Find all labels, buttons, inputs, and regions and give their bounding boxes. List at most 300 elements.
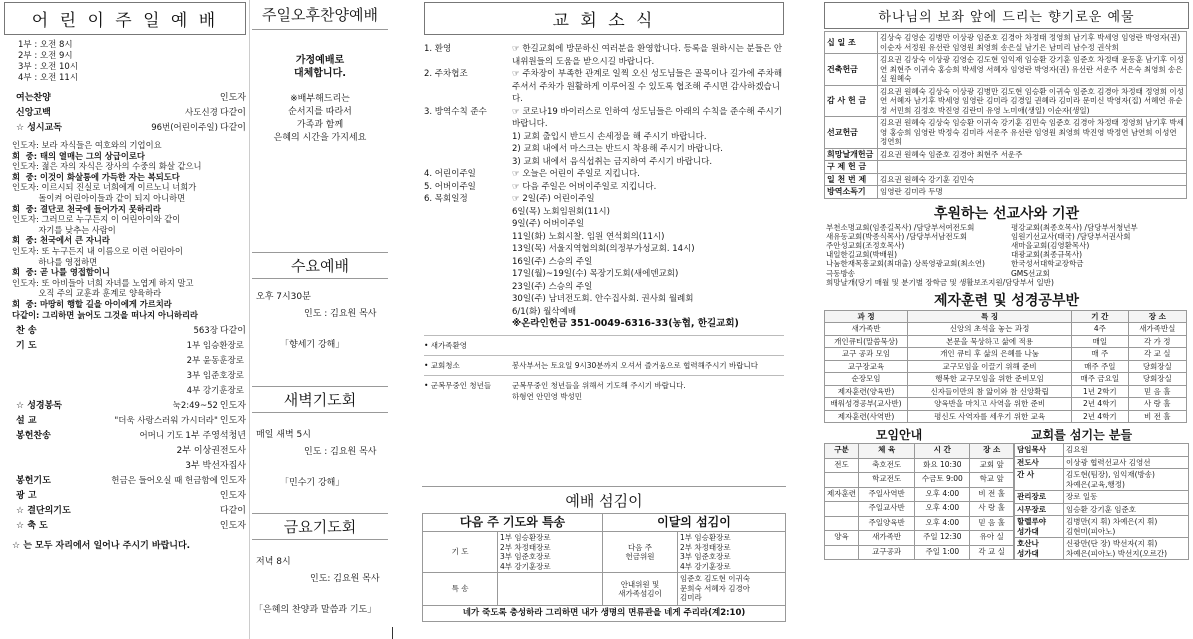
table-cell: 주일양육반 <box>858 516 914 531</box>
table-cell: 사 랑 홀 <box>1128 398 1186 411</box>
order-detail: 96번(어린이주일) <box>151 123 218 133</box>
order-detail: 3부 임준호장로 <box>186 371 244 382</box>
training-table <box>824 310 1187 424</box>
table-cell: 오후 4:00 <box>915 502 970 517</box>
mission-row <box>826 241 1187 250</box>
offering-row <box>825 85 1187 117</box>
news-text: 6일(목) 노회임원회(11시) <box>512 206 610 217</box>
staff-row <box>1015 469 1189 491</box>
order-detail: 눅2:49~52 <box>172 401 218 412</box>
memory-verse: 네가 죽도록 충성하라 그리하면 내가 생명의 면류관을 네게 주리라(계2:10) <box>423 606 786 622</box>
news-key <box>424 268 512 281</box>
table-header-row <box>825 310 1187 323</box>
order-row <box>12 489 250 504</box>
table-cell: 새가족반 <box>858 531 914 546</box>
table-cell: 축호전도 <box>858 458 914 473</box>
note-key: • 군복무중인 청년들 <box>424 380 492 390</box>
table-row <box>825 398 1187 411</box>
order-row <box>12 414 250 429</box>
table-row <box>825 410 1187 423</box>
table-cell: 각 교 실 <box>1128 348 1186 361</box>
table-cell: 신앙의 초석을 놓는 과정 <box>908 323 1072 336</box>
order-leader: 2부 이상권전도사 <box>176 446 246 457</box>
order-row <box>12 369 250 384</box>
responsive-line: 회 중: 천국에서 큰 자니라 <box>12 235 110 246</box>
news-item <box>424 231 784 244</box>
order-label: 기 도 <box>16 341 37 352</box>
order-row <box>12 354 250 369</box>
news-key: 6. 목회일정 <box>424 194 468 204</box>
mission-list <box>820 223 1193 287</box>
offering-type: 구 제 헌 금 <box>825 161 878 174</box>
order-row <box>12 474 250 489</box>
offering-type: 선교헌금 <box>825 117 878 149</box>
staff-title: 교회를 섬기는 분들 <box>1030 428 1133 443</box>
news-text: 11일(화) 노회시찰. 임원 연석회의(11시) <box>512 231 665 242</box>
table-cell: 제자훈련(사역반) <box>825 410 908 423</box>
offering-names: 김요권 원혜숙 김상숙 임승환 이귀숙 강기훈 김민숙 임준호 김경아 차정태 정영희 남기후 박세영 홍승희 임영란 박정숙 김미라 서운주 유선란 임영원 최영희 박진영 박정연 남연희 이성연 정연희 <box>878 117 1187 149</box>
order-label: 신앙고백 <box>16 108 51 118</box>
news-text: 3) 교회 내에서 음식섭취는 금지하여 주시기 바랍니다. <box>512 156 713 167</box>
list-entry: 2부 차정태장로 <box>680 542 731 552</box>
friday-time: 저녁 8시 <box>256 557 291 567</box>
order-label: 찬 송 <box>16 326 37 337</box>
staff-names: 김도현(팀장), 임익재(방송) 차예은(교육,행정) <box>1064 469 1189 491</box>
table-row <box>825 458 1014 473</box>
mission-entry: 새유동교회(박종식목사) /담당부서남전도회 <box>826 231 968 241</box>
servers-table <box>422 513 786 622</box>
table-row <box>825 385 1187 398</box>
staff-role: 할렐루야 성가대 <box>1015 516 1064 538</box>
table-header-cell: 체 육 <box>858 444 914 459</box>
table-header-cell: 장 소 <box>970 444 1014 459</box>
table-row <box>825 335 1187 348</box>
mission-entry: 나눔한재목흥교회(최대출) 상록영광교회(최소연) <box>826 259 985 269</box>
news-key <box>424 293 512 306</box>
afternoon-note-line: 순서지를 따라서 <box>288 107 352 117</box>
mission-row <box>826 269 1187 278</box>
responsive-line: 오직 주의 교훈과 훈계로 양육하라 <box>12 288 162 299</box>
news-text: ☞ 오늘은 어린이 주일로 지킵니다. <box>512 169 640 179</box>
staff-names: 신광만(단 장) 박선자(지 휘) 차예은(피아노) 박선지(오르간) <box>1064 538 1189 560</box>
notes-list <box>418 335 790 406</box>
news-item <box>424 243 784 256</box>
table-cell: 평신도 사역자를 세우기 위한 교육 <box>908 410 1072 423</box>
news-text: ☞ 한길교회에 방문하신 여러분을 환영합니다. 등록을 원하시는 분들은 안내위원들의 도움을 받으시길 바랍니다. <box>512 44 783 67</box>
table-cell: 매일 <box>1072 335 1129 348</box>
friday-leader: 인도: 김요원 목사 <box>310 574 380 584</box>
mission-row <box>826 250 1187 259</box>
order-detail: 563장 <box>193 326 218 337</box>
responsive-line: 인도자: 그러므로 누구든지 이 어린아이와 같이 <box>12 214 181 225</box>
order-detail: 어머니 기도 <box>139 431 184 442</box>
table-cell: 교회 앞 <box>970 458 1014 473</box>
news-text: 1) 교회 출입시 반드시 손세정을 해 주시기 바랍니다. <box>512 131 707 142</box>
responsive-line: 인도자: 보라 자식들은 여호와의 기업이요 <box>12 140 162 150</box>
news-key: 5. 어버이주일 <box>424 181 476 192</box>
worship-order-bottom <box>0 324 250 534</box>
table-cell: 당회장실 <box>1128 373 1186 386</box>
staff-role: 관리장로 <box>1015 491 1064 504</box>
table-cell: 믿 음 홀 <box>1128 385 1186 398</box>
news-item <box>424 281 784 294</box>
order-label: ☆ 성경봉독 <box>16 401 62 412</box>
divider <box>392 627 393 639</box>
table-cell: 제자훈련 <box>825 487 859 502</box>
offering-row <box>825 148 1187 161</box>
table-cell: 2년 4학기 <box>1072 410 1129 423</box>
news-key <box>424 256 512 269</box>
responsive-line: 인도자: 또 아비들아 너희 자녀를 노엽게 하지 말고 <box>12 277 194 288</box>
dawn-time: 매일 새벽 5시 <box>256 430 311 440</box>
responsive-line: 자기를 낮추는 사람이 <box>12 224 116 235</box>
wednesday-time: 오후 7시30분 <box>256 292 311 302</box>
staff-names: 이상광 협력선교사 김영선 <box>1064 456 1189 469</box>
news-item <box>424 68 784 106</box>
note-text <box>512 340 784 351</box>
responsive-reading <box>0 136 250 324</box>
mission-row <box>826 259 1187 268</box>
table-cell: 개인 큐티 후 삶의 은혜를 나눔 <box>908 348 1072 361</box>
table-row <box>825 531 1014 546</box>
order-label: 봉헌찬송 <box>16 431 51 442</box>
order-row <box>12 106 250 121</box>
order-leader: 1부 주영석청년 <box>185 431 246 442</box>
news-text: ☞ 코로나19 바이러스로 인하여 성도님들은 아래의 수칙을 준수해 주시기 바랍니다. <box>512 106 782 129</box>
offering-names: 김요권 원혜숙 김상숙 이상광 김병만 김도현 임승환 이귀숙 임준호 김경아 차정태 정영희 이성연 서혜자 남기후 박세영 임영란 김미라 김경일 권혜라 김미라 문미신 박영자(집) 서혜연 유순정 서민희 김정호 박진영 김란미 유영 노미애(생일) 이순자(생일) <box>878 85 1187 117</box>
table-cell: 본문을 묵상하고 삶에 적용 <box>908 335 1072 348</box>
responsive-line: 돌이켜 어린아이들과 같이 되지 아니하면 <box>12 192 186 203</box>
news-text: ☞ 주차장이 부족한 관계로 일찍 오신 성도님들은 골목이나 길가에 주차해 주셔서 주차가 원활하게 이루어질 수 있도록 협조해 주시면 감사하겠습니다. <box>512 69 783 104</box>
offering-names: 임영란 김미라 두명 <box>878 186 1187 199</box>
special-song-value <box>498 573 603 606</box>
table-cell: 교구공과 <box>858 545 914 560</box>
table-cell: 비 전 홀 <box>970 487 1014 502</box>
table-cell <box>825 516 859 531</box>
news-title: 교 회 소 식 <box>424 2 784 35</box>
news-key: 3. 방역수칙 준수 <box>424 106 487 117</box>
mission-title: 후원하는 선교사와 기관 <box>934 205 1079 222</box>
friday-theme: 「은혜의 찬양과 말씀과 기도」 <box>254 605 377 615</box>
table-row <box>825 360 1187 373</box>
table-cell: 전도 <box>825 458 859 473</box>
afternoon-note-line: 가정예배로 <box>295 55 345 66</box>
staff-role: 간 사 <box>1015 469 1064 491</box>
afternoon-note-line: 대체합니다. <box>293 68 347 79</box>
staff-table <box>1014 443 1189 560</box>
staff-role: 담임목사 <box>1015 444 1064 457</box>
news-item <box>424 156 784 169</box>
table-cell: 각 교 실 <box>970 545 1014 560</box>
table-cell: 주일 1:00 <box>915 545 970 560</box>
service-time: 3부 : 오전 10시 <box>18 62 79 72</box>
offering-type: 일 천 번 제 <box>825 173 878 186</box>
news-item <box>424 293 784 306</box>
order-leader: 다같이 <box>219 108 246 118</box>
dawn-prayer-title: 새벽기도회 <box>252 386 388 413</box>
news-key <box>424 218 512 231</box>
news-text: 6/1(화) 월삭예배 <box>512 306 577 317</box>
this-month-header: 이달의 섬김이 <box>603 514 786 532</box>
staff-names: 김병만(지 휘) 차예은(지 휘) 김현미(피아노) <box>1064 516 1189 538</box>
table-row <box>825 473 1014 488</box>
staff-names: 임승환 강기훈 임준호 <box>1064 503 1189 516</box>
afternoon-note-line <box>250 80 390 93</box>
mission-entry: 대광교회(최종규목사) <box>1011 250 1083 260</box>
usher-label: 안내위원 및 새가족섬김이 <box>603 573 678 606</box>
table-cell: 사 랑 홀 <box>970 502 1014 517</box>
news-item <box>424 193 784 206</box>
table-row <box>825 516 1014 531</box>
responsive-line: 인도자: 이르시되 진실로 너희에게 이르노니 너희가 <box>12 182 197 193</box>
news-item <box>424 181 784 194</box>
church-news-column <box>418 0 790 639</box>
childrens-sunday-worship-column <box>0 0 250 639</box>
table-cell <box>825 473 859 488</box>
table-cell <box>825 545 859 560</box>
news-key <box>424 318 512 331</box>
table-cell: 양육반을 마치고 사역을 위한 준비 <box>908 398 1072 411</box>
meetings-table <box>824 443 1014 560</box>
standing-note: ☆ 는 모두 자리에서 일어나 주시기 바랍니다. <box>12 541 191 552</box>
offering-names: 김요권 김상숙 이상광 김영순 김도현 임익재 임승환 강기훈 임준호 차정태 윤동훈 남기후 이성연 최현주 이귀숙 홍승희 박세영 서혜자 임영란 박영자(권) 유선란 서운주 서은숙 최영희 송은실 원혜숙 <box>878 54 1187 86</box>
meetings-title: 모임안내 <box>875 428 923 443</box>
news-key <box>424 206 512 219</box>
table-cell: 4주 <box>1072 323 1129 336</box>
order-leader: 인도자 <box>219 491 246 502</box>
offering-row <box>825 32 1187 54</box>
news-key <box>424 143 512 156</box>
order-row <box>12 519 250 534</box>
mission-entry: 극동방송 <box>826 268 855 278</box>
news-text: ☞ 2일(주) 어린이주일 <box>512 194 595 204</box>
order-label: 광 고 <box>16 491 37 502</box>
news-item <box>424 268 784 281</box>
staff-role: 시무장로 <box>1015 503 1064 516</box>
order-label: ☆ 성시교독 <box>16 123 62 133</box>
mission-entry: 희망날개(당기 매월 및 분기별 장학금 및 생활보조지원/담당부서 일반) <box>826 277 1054 287</box>
note-item <box>424 375 784 406</box>
news-text: ※온라인헌금 351-0049-6316-33(농협, 한길교회) <box>512 318 739 329</box>
staff-names: 김요원 <box>1064 444 1189 457</box>
news-text: 17일(월)~19일(수) 목장기도회(새에덴교회) <box>512 269 679 279</box>
note-key: • 새가족환영 <box>424 340 468 350</box>
note-item <box>424 355 784 375</box>
order-detail: 2부 윤동훈장로 <box>186 356 244 367</box>
afternoon-note-line: 은혜의 시간을 가지세요 <box>273 133 367 143</box>
offering-names: 김상숙 김영순 김병만 이상광 임준호 김경아 차정태 정영희 남기후 박세영 임영란 박영자(권) 이순자 서정원 유선란 임영원 최영희 송은실 남기은 남미리 남수정 권삭희 <box>878 32 1187 54</box>
responsive-line: 인도자: 또 누구든지 내 이름으로 이런 어린아이 <box>12 245 183 256</box>
afternoon-note-line: 가족과 함께 <box>296 120 344 130</box>
table-cell: 순장모임 <box>825 373 908 386</box>
table-header-cell: 특 징 <box>908 310 1072 323</box>
order-leader: 인도자 <box>219 476 246 487</box>
table-cell: 비 전 홀 <box>1128 410 1186 423</box>
offerings-column <box>820 0 1193 639</box>
offering-names: 김요권 원혜숙 강기훈 김민숙 <box>878 173 1187 186</box>
news-item <box>424 256 784 269</box>
table-cell: 매 주 <box>1072 348 1129 361</box>
order-label: ☆ 결단의기도 <box>16 506 71 517</box>
table-row <box>825 502 1014 517</box>
table-cell: 개인큐티(말씀묵상) <box>825 335 908 348</box>
table-cell <box>825 502 859 517</box>
order-row <box>12 91 250 106</box>
note-item <box>424 335 784 355</box>
note-key: • 교회청소 <box>424 360 460 370</box>
staff-row <box>1015 456 1189 469</box>
order-leader: 인도자 <box>219 93 246 103</box>
table-cell: 매주 금요일 <box>1072 373 1129 386</box>
table-cell: 매주 주일 <box>1072 360 1129 373</box>
special-song-label: 특 송 <box>423 573 498 606</box>
table-cell: 교구장교육 <box>825 360 908 373</box>
order-label: 여는찬양 <box>16 93 51 103</box>
mission-entry: 임원기선교사(태국) /담당부서권사회 <box>1011 231 1131 241</box>
afternoon-service-note <box>250 54 390 145</box>
note-text: 군복무중인 청년들을 위해서 기도해 주시기 바랍니다. 하형연 안민영 박성민 <box>512 380 686 401</box>
table-cell: 각 가 정 <box>1128 335 1186 348</box>
offering-type: 십 일 조 <box>825 32 878 54</box>
order-row <box>12 429 250 444</box>
responsive-line: 하나를 영접하면 <box>12 256 98 267</box>
table-cell: 양육 <box>825 531 859 546</box>
order-row <box>12 459 250 474</box>
offerings-title: 하나님의 보좌 앞에 드리는 향기로운 예물 <box>824 2 1189 29</box>
list-entry: 3부 임준호장로 <box>500 552 551 561</box>
mission-entry: 평강교회(최종호목사) /담당부서청년부 <box>1011 222 1138 232</box>
friday-prayer-title: 금요기도회 <box>252 513 388 540</box>
responsive-line: 회 중: 태의 열매는 그의 상급이로다 <box>12 150 145 161</box>
mission-row <box>826 223 1187 232</box>
note-text: 봉사부서는 토요일 9시30분까지 오셔서 즐거움으로 협력해주시기 바랍니다 <box>512 360 758 370</box>
table-cell: 주일교사반 <box>858 502 914 517</box>
staff-role: 전도사 <box>1015 456 1064 469</box>
offering-row <box>825 161 1187 174</box>
table-cell: 교구 공과 모임 <box>825 348 908 361</box>
order-row <box>12 444 250 459</box>
wednesday-leader: 인도 : 김요원 목사 <box>304 309 377 319</box>
training-title: 제자훈련 및 성경공부반 <box>934 292 1079 309</box>
table-cell: 유아 실 <box>970 531 1014 546</box>
responsive-line: 회 중: 이것이 화살통에 가득한 자는 복되도다 <box>12 171 180 182</box>
table-cell: 당회장실 <box>1128 360 1186 373</box>
table-cell: 주일사역반 <box>858 487 914 502</box>
mission-entry: 내일한길교회(박배원) <box>826 250 898 260</box>
wednesday-theme: 「향세기 강해」 <box>280 340 345 350</box>
table-cell: 오후 4:00 <box>915 487 970 502</box>
news-text: ☞ 다음 주일은 어버이주일로 지킵니다. <box>512 181 657 192</box>
mission-entry: GMS선교회 <box>1011 268 1050 278</box>
prayer-label: 기 도 <box>423 532 498 573</box>
table-cell: 믿 음 홀 <box>970 516 1014 531</box>
order-leader: 인도자 <box>219 521 246 532</box>
next-week-header: 다음 주 기도와 특송 <box>423 514 603 532</box>
table-header-cell: 장 소 <box>1128 310 1186 323</box>
service-time: 4부 : 오전 11시 <box>18 73 79 83</box>
news-item <box>424 143 784 156</box>
usher-list: 임준호 김도현 이귀숙 문희숙 서혜자 김경아 김미라 <box>678 573 786 606</box>
table-cell: 배워성경공부(교사반) <box>825 398 908 411</box>
news-text: 16일(주) 스승의 주일 <box>512 256 593 267</box>
news-item <box>424 318 784 331</box>
wednesday-service-title: 수요예배 <box>252 252 388 279</box>
table-row <box>825 373 1187 386</box>
news-text: 9일(주) 어버이주일 <box>512 219 585 229</box>
offering-type: 건축헌금 <box>825 54 878 86</box>
table-header-cell: 구분 <box>825 444 859 459</box>
prayer-list <box>498 532 603 573</box>
news-key: 2. 주차협조 <box>424 69 468 79</box>
table-cell: 1년 2학기 <box>1072 385 1129 398</box>
news-item <box>424 43 784 68</box>
responsive-line: 인도자: 젊은 자의 자식은 장사의 수중의 화살 같으니 <box>12 161 202 172</box>
order-leader: 다같이 <box>219 326 246 337</box>
offering-label: 다음 주 헌금위원 <box>603 532 678 573</box>
table-cell: 수금토 9:00 <box>915 473 970 488</box>
table-cell: 행복한 교구모임을 위한 준비모임 <box>908 373 1072 386</box>
list-entry: 3부 임준호장로 <box>680 552 731 561</box>
table-header-cell: 시 간 <box>915 444 970 459</box>
offering-names: 김요권 원혜숙 임준호 김경아 최현주 서운주 <box>878 148 1187 161</box>
staff-row <box>1015 516 1189 538</box>
offering-row <box>825 186 1187 199</box>
dawn-leader: 인도 : 김요원 목사 <box>304 447 377 457</box>
news-key: 4. 어린이주일 <box>424 169 476 179</box>
staff-role: 호산나 성가대 <box>1015 538 1064 560</box>
list-entry: 1부 임승환장로 <box>500 533 551 542</box>
responsive-line: 회 중: 결단코 천국에 들어가지 못하리라 <box>12 203 161 214</box>
table-cell: 화요 10:30 <box>915 458 970 473</box>
news-item <box>424 206 784 219</box>
mission-row <box>826 232 1187 241</box>
dawn-theme: 「민수기 강해」 <box>280 478 345 488</box>
responsive-line: 다같이: 그리하면 늙어도 그것을 떠나지 아니하리라 <box>12 309 199 320</box>
table-header-cell: 기 간 <box>1072 310 1129 323</box>
mission-entry: 한국성서대학교장학금 <box>1011 259 1084 269</box>
worship-order-top <box>0 91 250 136</box>
order-row <box>12 504 250 519</box>
staff-row <box>1015 491 1189 504</box>
order-leader: 인도자 <box>219 401 246 412</box>
news-text: 30일(주) 남녀전도회. 안수집사회. 권사회 월례회 <box>512 294 694 304</box>
mission-entry: 부천소명교회(임종길목사) /담당부서여전도회 <box>826 222 975 232</box>
news-key <box>424 231 512 244</box>
list-entry: 4부 강기훈장로 <box>680 561 731 571</box>
order-detail: 사도신경 <box>185 108 218 118</box>
order-leader: 3부 박선자집사 <box>185 461 246 472</box>
order-row <box>12 324 250 339</box>
offering-names <box>878 161 1187 174</box>
order-label: 봉헌기도 <box>16 476 51 487</box>
list-entry: 1부 임승환장로 <box>680 533 731 542</box>
offering-row <box>825 54 1187 86</box>
table-cell: 제자훈련(양육반) <box>825 385 908 398</box>
offering-row <box>825 173 1187 186</box>
news-key <box>424 306 512 319</box>
news-key <box>424 243 512 256</box>
staff-names: 장로 일동 <box>1064 491 1189 504</box>
offering-type: 방역소독기 <box>825 186 878 199</box>
news-item <box>424 168 784 181</box>
news-item <box>424 106 784 131</box>
order-leader: 다같이 <box>219 506 246 517</box>
news-text: 2) 교회 내에서 마스크는 반드시 착용해 주시기 바랍니다. <box>512 144 723 154</box>
order-detail: 4부 강기훈장로 <box>186 386 244 397</box>
offering-type: 감 사 헌 금 <box>825 85 878 117</box>
service-times <box>0 37 250 87</box>
list-entry: 2부 차정태장로 <box>500 542 551 552</box>
